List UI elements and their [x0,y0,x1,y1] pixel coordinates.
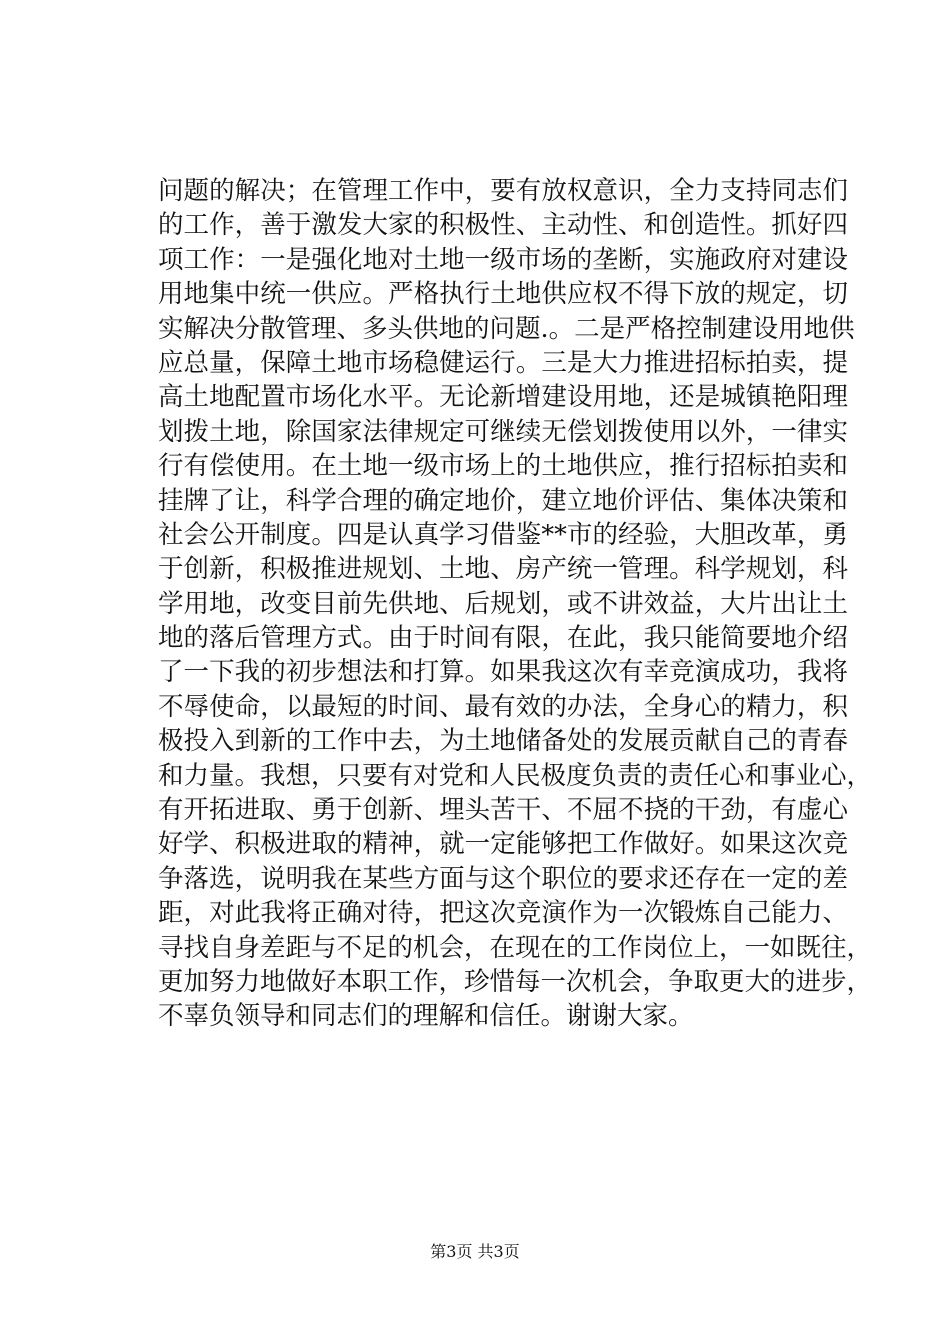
text-line: 争落选，说明我在某些方面与这个职位的要求还存在一定的差 [158,863,848,894]
text-line: 问题的解决；在管理工作中，要有放权意识，全力支持同志们 [158,176,848,206]
text-line: 应总量，保障土地市场稳健运行。三是大力推进招标拍卖，提 [158,347,848,378]
text-line: 用地集中统一供应。严格执行土地供应权不得下放的规定，切 [158,279,848,310]
text-line: 和力量。我想，只要有对党和人民极度负责的责任心和事业心， [158,760,873,791]
body-paragraph [158,174,873,1034]
text-line: 更加努力地做好本职工作，珍惜每一次机会，争取更大的进步， [158,966,873,997]
text-line: 距，对此我将正确对待，把这次竞演作为一次锻炼自己能力、 [158,898,848,929]
page-footer: 第3页 共3页 [430,1242,520,1261]
text-line: 学用地，改变目前先供地、后规划，或不讲效益，大片出让土 [158,588,848,619]
text-line: 的工作，善于激发大家的积极性、主动性、和创造性。抓好四 [158,210,848,241]
text-line: 行有偿使用。在土地一级市场上的土地供应，推行招标拍卖和 [158,451,848,482]
text-line: 地的落后管理方式。由于时间有限，在此，我只能简要地介绍 [158,623,848,654]
text-line: 于创新，积极推进规划、土地、房产统一管理。科学规划，科 [158,554,848,585]
text-line: 社会公开制度。四是认真学习借鉴**市的经验，大胆改革，勇 [158,519,848,550]
text-line: 了一下我的初步想法和打算。如果我这次有幸竞演成功，我将 [158,657,848,688]
text-line: 划拨土地，除国家法律规定可继续无偿划拨使用以外，一律实 [158,416,848,447]
text-line: 好学、积极进取的精神，就一定能够把工作做好。如果这次竞 [158,829,848,860]
text-line: 挂牌了让，科学合理的确定地价，建立地价评估、集体决策和 [158,485,848,516]
text-line: 寻找自身差距与不足的机会，在现在的工作岗位上，一如既往， [158,932,873,963]
text-line: 不辜负领导和同志们的理解和信任。谢谢大家。 [158,1001,694,1032]
text-line: 不辱使命，以最短的时间、最有效的办法，全身心的精力，积 [158,691,848,722]
text-line: 实解决分散管理、多头供地的问题.。二是严格控制建设用地供 [158,313,855,344]
text-line: 高土地配置市场化水平。无论新增建设用地，还是城镇艳阳理 [158,382,848,413]
text-line: 项工作：一是强化地对土地一级市场的垄断，实施政府对建设 [158,244,848,275]
text-line: 有开拓进取、勇于创新、埋头苦干、不屈不挠的干劲，有虚心 [158,795,848,826]
text-line: 极投入到新的工作中去，为土地储备处的发展贡献自己的青春 [158,726,848,757]
